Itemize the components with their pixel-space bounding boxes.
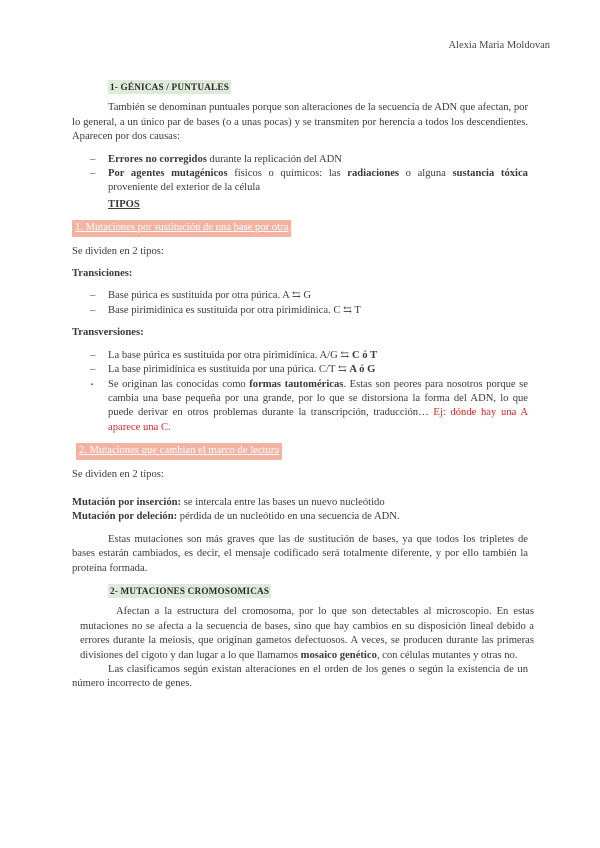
cause-bold: sustancia tóxica — [452, 168, 528, 180]
transiciones-list — [72, 289, 528, 318]
p1-text: Afectan a la estructura del cromosoma, por lo que son detectables al microscopio. En estas mutaciones no se afecta a la secuencia de bases, sino que hay cambios en su disposición lineal debido a errores durante la meiosis, que originan gametos defectuosos. A veces, se producen durante las primeras divisiones del cigoto y dan lugar a lo que llamamos — [80, 606, 534, 661]
cause-text: durante la replicación del ADN — [206, 153, 342, 165]
transiciones-title: Transiciones: — [72, 268, 133, 280]
cause-text: físicos o químicos: las — [227, 168, 348, 180]
transversiones-list — [72, 349, 528, 435]
list-item: – Base pirimidínica es sustituida por otra pirimidínica. C ⇆ T — [72, 304, 528, 318]
cause-text: proveniente del exterior de la célula — [108, 182, 261, 194]
subheading-marco-lectura: 2. Mutaciones que cambian el marco de lectura — [76, 443, 282, 459]
example-text: Ej: dónde hay una A aparece una C. — [108, 407, 529, 433]
item-bold: A ó G — [349, 364, 376, 376]
list-item: – Base púrica es sustituida por otra púrica. A ⇆ G — [72, 289, 528, 303]
subheading-sustitucion: 1. Mutaciones por sustitución de una base por otra — [72, 220, 291, 236]
section2-paragraph-2: Las clasificamos según existan alteraciones en el orden de los genes o según la existencia de un número incorrecto de genes. — [72, 664, 528, 690]
item-text: La base púrica es sustituida por otra pirimidínica. A/G ⇆ — [108, 349, 352, 361]
document-body — [72, 80, 534, 692]
insercion-text: se intercala entre las bases un nuevo nucleótido — [181, 496, 385, 508]
section-title-genicas: 1- GÉNICAS / PUNTUALES — [108, 80, 231, 94]
delecion-text: pérdida de un nucleótido en una secuencia de ADN. — [177, 511, 400, 523]
item-bold: formas tautoméricas — [249, 378, 344, 390]
cause-bold: Errores no corregidos — [108, 153, 207, 165]
sub1-intro: Se dividen en 2 tipos: — [72, 245, 164, 257]
delecion-line — [72, 510, 528, 524]
author-name: Alexia Maria Moldovan — [448, 40, 550, 51]
delecion-label: Mutación por deleción: — [72, 511, 178, 523]
p1-text: , con células mutantes y otras no. — [376, 649, 518, 661]
list-item — [72, 349, 528, 363]
item-text: La base pirimidínica es sustituida por una púrica. C/T ⇆ — [108, 364, 350, 376]
list-item — [72, 153, 528, 167]
list-item — [72, 363, 528, 377]
insercion-label: Mutación por inserción: — [72, 496, 182, 508]
p1-bold: mosaico genético — [300, 649, 377, 661]
cause-bold: Por agentes mutagénicos — [108, 168, 228, 180]
cause-text: o alguna — [399, 168, 453, 180]
sub2-paragraph: Estas mutaciones son más graves que las de sustitución de bases, ya que todos los tripletes de bases estarán cambiados, es decir, el mensaje codificado será totalmente diferente, y por ello también la proteína formada. — [72, 533, 528, 574]
item-text: . Estas son peores para nosotros porque se cambia una base pequeña por una grande, por lo que se distorsiona la forma del ADN, lo que puede derivar en otros problemas durante la transcripción, traducción… — [108, 378, 528, 419]
insercion-line — [72, 496, 528, 510]
tipos-heading: TIPOS — [108, 198, 140, 210]
causes-list — [72, 153, 528, 196]
list-item — [72, 378, 528, 436]
section2-paragraph-1 — [80, 605, 534, 663]
item-text: Se originan las conocidas como — [108, 378, 250, 390]
transversiones-title: Transversiones: — [72, 327, 144, 339]
sub2-intro: Se dividen en 2 tipos: — [72, 468, 164, 480]
cause-bold: radiaciones — [347, 168, 400, 180]
item-bold: C ó T — [351, 349, 378, 361]
intro-paragraph: También se denominan puntuales porque son alteraciones de la secuencia de ADN que afectan, por lo general, a un único par de bases (o a unas pocas) y se transmiten por herencia a todos los descendientes. Aparecen por dos causas: — [72, 102, 528, 143]
list-item — [72, 167, 528, 196]
section-title-cromosomicas: 2- MUTACIONES CROMOSOMICAS — [108, 584, 271, 598]
